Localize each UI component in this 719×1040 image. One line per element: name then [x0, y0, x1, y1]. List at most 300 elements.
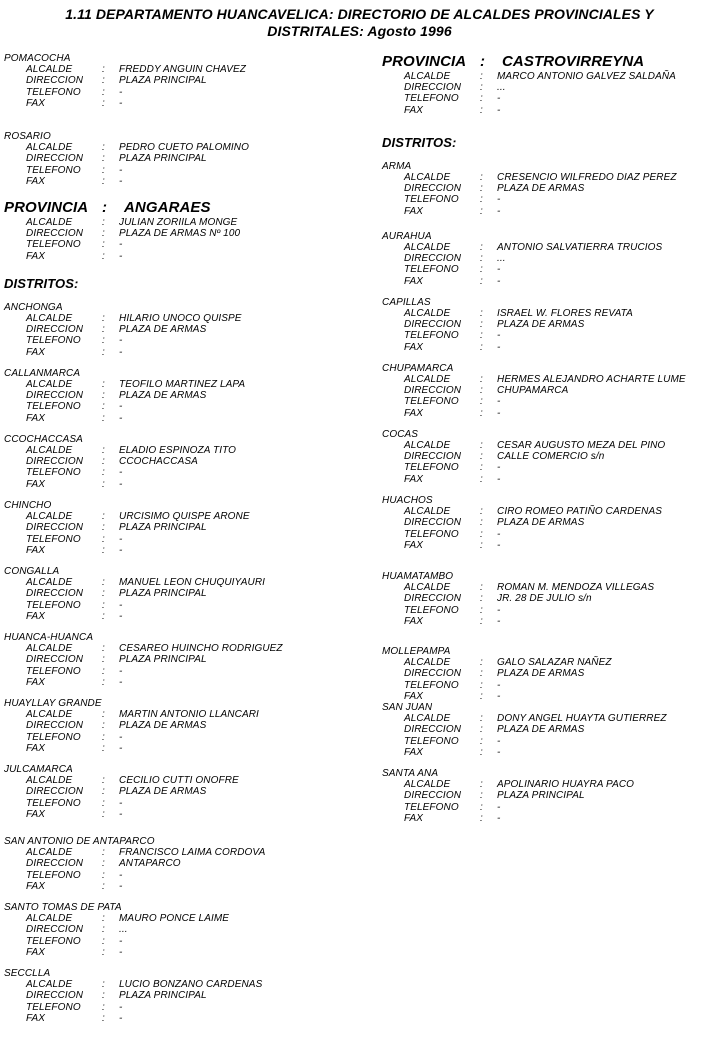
field-label: DIRECCION [404, 790, 462, 802]
district-entry [4, 836, 356, 892]
province-entry [4, 199, 356, 262]
colon: : [480, 451, 483, 463]
field-row-direccion [26, 588, 356, 599]
field-row-direccion [404, 724, 715, 735]
field-row-fax [404, 474, 715, 485]
field-label: FAX [26, 742, 46, 754]
colon: : [102, 577, 105, 589]
colon: : [102, 86, 105, 98]
district-entry [382, 297, 715, 353]
colon: : [480, 242, 483, 254]
district-entry [4, 368, 356, 424]
field-value: CHUPAMARCA [497, 385, 569, 397]
field-row-telefono [404, 605, 715, 616]
field-row-fax [26, 881, 356, 892]
field-label: ALCALDE [404, 242, 451, 254]
colon: : [480, 172, 483, 184]
district-entry [4, 302, 356, 358]
district-name: JULCAMARCA [4, 763, 73, 775]
district-entry [4, 632, 356, 688]
field-label: DIRECCION [404, 82, 462, 94]
field-label: DIRECCION [26, 858, 84, 870]
column-right [382, 53, 715, 834]
field-value: - [119, 869, 123, 881]
district-name: ANCHONGA [4, 301, 63, 313]
province-name: ANGARAES [124, 199, 211, 217]
field-value: PLAZA DE ARMAS [119, 324, 207, 336]
field-value: - [497, 690, 501, 702]
field-label: FAX [26, 880, 46, 892]
field-value: PLAZA PRINCIPAL [497, 790, 585, 802]
district-name: CCOCHACCASA [4, 433, 83, 445]
field-value: ... [497, 253, 506, 265]
district-name: SECCLLA [4, 968, 51, 979]
district-name: ARMA [382, 160, 412, 172]
colon: : [102, 511, 105, 523]
field-label: DIRECCION [26, 456, 84, 468]
field-row-alcalde [26, 313, 356, 324]
district-entry [382, 571, 715, 627]
field-label: ALCALDE [404, 713, 451, 725]
field-row-direccion [26, 75, 356, 86]
colon: : [480, 440, 483, 452]
field-row-alcalde [404, 172, 715, 183]
colon: : [102, 467, 105, 479]
colon: : [480, 264, 483, 276]
field-value: - [119, 610, 123, 622]
field-row-direccion [26, 720, 356, 731]
district-entry [4, 131, 356, 187]
field-row-telefono [26, 401, 356, 412]
colon: : [480, 801, 483, 813]
field-row-telefono [404, 264, 715, 275]
colon: : [480, 205, 483, 217]
field-value: - [119, 86, 123, 98]
field-label: TELEFONO [26, 533, 81, 545]
field-label: FAX [26, 610, 46, 622]
field-value: - [119, 742, 123, 754]
colon: : [102, 313, 105, 325]
colon: : [102, 346, 105, 358]
district-name: HUAMATAMBO [382, 570, 454, 582]
field-value: CCOCHACCASA [119, 456, 198, 468]
field-row-fax [26, 947, 356, 958]
field-label: FAX [404, 275, 424, 287]
colon: : [102, 1001, 105, 1013]
field-value: PLAZA DE ARMAS [497, 517, 585, 529]
field-value: PLAZA DE ARMAS [119, 720, 207, 732]
colon: : [102, 97, 105, 109]
field-value: CALLE COMERCIO s/n [497, 451, 605, 463]
district-name: CALLANMARCA [4, 367, 81, 379]
field-row-alcalde [404, 657, 715, 668]
field-value: - [497, 104, 501, 116]
field-label: FAX [26, 946, 46, 958]
colon: : [102, 588, 105, 600]
field-value: - [119, 1001, 123, 1013]
field-label: DIRECCION [404, 183, 462, 195]
field-value: ISRAEL W. FLORES REVATA [497, 308, 633, 320]
field-label: ALCALDE [26, 913, 73, 925]
field-row-alcalde [26, 142, 356, 153]
field-value: - [497, 735, 501, 747]
field-value: - [119, 731, 123, 743]
field-label: FAX [26, 544, 46, 556]
field-row-fax [404, 408, 715, 419]
colon: : [480, 506, 483, 518]
field-row-direccion [404, 385, 715, 396]
field-row-telefono [26, 732, 356, 743]
colon: : [480, 615, 483, 627]
district-name: AURAHUA [382, 230, 432, 242]
field-label: DIRECCION [26, 390, 84, 402]
field-label: FAX [404, 746, 424, 758]
colon: : [480, 473, 483, 485]
page-title-line1: 1.11 DEPARTAMENTO HUANCAVELICA: DIRECTORIO DE ALCALDES PROVINCIALES Y [65, 6, 654, 22]
field-value: - [497, 330, 501, 342]
field-label: FAX [404, 539, 424, 551]
district-name: HUAYLLAY GRANDE [4, 697, 102, 709]
page-title-line2: DISTRITALES: Agosto 1996 [267, 23, 452, 39]
colon: : [480, 93, 483, 105]
field-row-telefono [26, 239, 356, 250]
field-value: - [497, 275, 501, 287]
field-label: TELEFONO [26, 665, 81, 677]
colon: : [480, 275, 483, 287]
field-row-fax [404, 206, 715, 217]
district-entry [382, 161, 715, 217]
colon: : [102, 610, 105, 622]
field-row-fax [26, 545, 356, 556]
field-label: TELEFONO [26, 599, 81, 611]
field-row-direccion [26, 654, 356, 665]
colon: : [480, 462, 483, 474]
field-row-telefono [404, 93, 715, 104]
colon: : [480, 396, 483, 408]
field-row-direccion [26, 522, 356, 533]
field-row-fax [26, 413, 356, 424]
colon: : [102, 335, 105, 347]
field-label: DIRECCION [404, 517, 462, 529]
colon: : [480, 539, 483, 551]
field-row-direccion [404, 319, 715, 330]
field-label: ALCALDE [26, 445, 73, 457]
field-label: DIRECCION [404, 253, 462, 265]
district-name: CAPILLAS [382, 296, 431, 308]
field-row-fax [26, 743, 356, 754]
field-value: - [497, 801, 501, 813]
colon: : [480, 82, 483, 94]
colon: : [480, 53, 486, 70]
district-entry [382, 768, 715, 824]
colon: : [102, 742, 105, 754]
district-entry [382, 429, 715, 485]
field-label: DIRECCION [404, 724, 462, 736]
field-value: - [497, 407, 501, 419]
district-entry [382, 702, 715, 758]
colon: : [102, 786, 105, 798]
field-value: MARTIN ANTONIO LLANCARI [119, 709, 259, 721]
field-row-alcalde [26, 379, 356, 390]
field-label: DIRECCION [26, 924, 84, 936]
colon: : [102, 544, 105, 556]
field-label: DIRECCION [26, 75, 84, 87]
field-value: JULIAN ZORIILA MONGE [119, 217, 238, 229]
field-value: - [119, 346, 123, 358]
field-label: TELEFONO [404, 462, 459, 474]
field-label: FAX [404, 341, 424, 353]
district-entry [382, 495, 715, 551]
field-row-direccion [404, 82, 715, 93]
field-row-fax [26, 176, 356, 187]
colon: : [102, 379, 105, 391]
field-value: - [119, 175, 123, 187]
district-name: SANTA ANA [382, 767, 439, 779]
district-name: POMACOCHA [4, 53, 71, 64]
field-value: PLAZA PRINCIPAL [119, 588, 207, 600]
field-label: ALCALDE [26, 511, 73, 523]
district-entry [4, 902, 356, 958]
field-value: MANUEL LEON CHUQUIYAURI [119, 577, 266, 589]
field-row-fax [404, 813, 715, 824]
district-name: CONGALLA [4, 565, 60, 577]
field-label: DIRECCION [404, 385, 462, 397]
field-row-telefono [404, 462, 715, 473]
field-row-direccion [26, 456, 356, 467]
field-row-telefono [26, 335, 356, 346]
field-label: TELEFONO [26, 239, 81, 251]
field-row-telefono [26, 936, 356, 947]
field-row-alcalde [404, 582, 715, 593]
field-value: URCISIMO QUISPE ARONE [119, 511, 250, 523]
field-value: PLAZA DE ARMAS Nº 100 [119, 228, 241, 240]
field-row-direccion [26, 990, 356, 1001]
field-row-telefono [26, 870, 356, 881]
province-label: PROVINCIA [382, 53, 467, 70]
field-label: FAX [26, 175, 46, 187]
field-row-fax [404, 276, 715, 287]
field-label: TELEFONO [26, 86, 81, 98]
field-label: FAX [404, 812, 424, 824]
colon: : [480, 790, 483, 802]
field-row-alcalde [26, 847, 356, 858]
field-row-telefono [404, 529, 715, 540]
field-value: - [119, 880, 123, 892]
district-entry [382, 646, 715, 702]
field-value: CIRO ROMEO PATIÑO CARDENAS [497, 506, 663, 518]
field-label: ALCALDE [26, 775, 73, 787]
field-row-telefono [26, 600, 356, 611]
field-label: TELEFONO [26, 869, 81, 881]
field-label: FAX [404, 205, 424, 217]
district-entry [4, 500, 356, 556]
district-name: SAN ANTONIO DE ANTAPARCO [4, 835, 155, 847]
field-row-telefono [404, 680, 715, 691]
colon: : [480, 593, 483, 605]
colon: : [102, 775, 105, 787]
field-value: PLAZA DE ARMAS [497, 319, 585, 331]
field-row-direccion [26, 858, 356, 869]
district-entry [382, 363, 715, 419]
district-name: HUACHOS [382, 494, 433, 506]
district-entry [4, 968, 356, 1024]
distritos-heading: DISTRITOS: [4, 275, 79, 291]
field-row-direccion [404, 517, 715, 528]
field-row-telefono [404, 330, 715, 341]
field-row-alcalde [404, 308, 715, 319]
field-value: PLAZA PRINCIPAL [119, 75, 207, 87]
field-label: TELEFONO [404, 528, 459, 540]
field-value: FRANCISCO LAIMA CORDOVA [119, 847, 266, 859]
colon: : [480, 517, 483, 529]
district-entry [4, 698, 356, 754]
field-label: DIRECCION [26, 324, 84, 336]
field-label: ALCALDE [26, 379, 73, 391]
colon: : [480, 104, 483, 116]
province-label: PROVINCIA [4, 199, 89, 217]
colon: : [102, 401, 105, 413]
field-row-telefono [26, 534, 356, 545]
field-label: ALCALDE [404, 374, 451, 386]
colon: : [480, 407, 483, 419]
field-label: TELEFONO [404, 801, 459, 813]
district-name: CHUPAMARCA [382, 362, 454, 374]
field-value: PLAZA DE ARMAS [497, 183, 585, 195]
field-label: TELEFONO [26, 731, 81, 743]
field-row-alcalde [26, 445, 356, 456]
colon: : [102, 935, 105, 947]
field-value: ELADIO ESPINOZA TITO [119, 445, 237, 457]
district-entry [382, 231, 715, 287]
field-value: MARCO ANTONIO GALVEZ SALDAÑA [497, 71, 676, 82]
field-label: TELEFONO [26, 335, 81, 347]
field-row-direccion [404, 451, 715, 462]
field-row-fax [404, 691, 715, 702]
field-value: - [119, 250, 123, 262]
field-row-fax [404, 747, 715, 758]
field-row-alcalde [26, 643, 356, 654]
field-row-telefono [26, 666, 356, 677]
field-value: - [119, 676, 123, 688]
field-value: - [119, 599, 123, 611]
district-name: SAN JUAN [382, 701, 433, 713]
field-row-alcalde [26, 913, 356, 924]
field-row-direccion [404, 593, 715, 604]
colon: : [102, 1012, 105, 1024]
field-value: TEOFILO MARTINEZ LAPA [119, 379, 246, 391]
field-value: PLAZA PRINCIPAL [119, 522, 207, 534]
field-value: - [497, 812, 501, 824]
colon: : [102, 445, 105, 457]
field-label: TELEFONO [404, 264, 459, 276]
colon: : [102, 478, 105, 490]
colon: : [102, 808, 105, 820]
field-value: ... [119, 924, 128, 936]
colon: : [102, 676, 105, 688]
field-label: DIRECCION [26, 990, 84, 1002]
colon: : [102, 643, 105, 655]
field-value: CRESENCIO WILFREDO DIAZ PEREZ [497, 172, 677, 184]
field-value: MAURO PONCE LAIME [119, 913, 230, 925]
field-value: - [497, 93, 501, 105]
field-label: ALCALDE [404, 506, 451, 518]
field-value: PLAZA DE ARMAS [119, 390, 207, 402]
field-label: ALCALDE [404, 308, 451, 320]
colon: : [480, 746, 483, 758]
field-label: ALCALDE [404, 440, 451, 452]
field-value: - [119, 665, 123, 677]
field-value: HILARIO UNOCO QUISPE [119, 313, 242, 325]
field-row-alcalde [26, 577, 356, 588]
colon: : [102, 797, 105, 809]
field-value: - [119, 412, 123, 424]
field-label: ALCALDE [26, 847, 73, 859]
field-row-alcalde [26, 775, 356, 786]
field-row-alcalde [26, 709, 356, 720]
field-row-telefono [404, 802, 715, 813]
field-value: CESAR AUGUSTO MEZA DEL PINO [497, 440, 666, 452]
province-heading [382, 53, 715, 70]
field-label: TELEFONO [404, 93, 459, 105]
field-label: TELEFONO [26, 797, 81, 809]
field-label: DIRECCION [26, 720, 84, 732]
field-label: ALCALDE [404, 582, 451, 594]
field-value: - [497, 194, 501, 206]
field-label: FAX [404, 407, 424, 419]
field-label: FAX [26, 676, 46, 688]
field-value: - [497, 462, 501, 474]
colon: : [480, 657, 483, 669]
field-label: FAX [26, 478, 46, 490]
field-label: ALCALDE [404, 657, 451, 669]
field-label: ALCALDE [26, 577, 73, 589]
field-row-alcalde [404, 242, 715, 253]
field-value: - [119, 544, 123, 556]
field-row-alcalde [404, 71, 715, 82]
colon: : [102, 946, 105, 958]
field-row-direccion [26, 390, 356, 401]
field-value: PEDRO CUETO PALOMINO [119, 142, 249, 154]
field-label: FAX [26, 808, 46, 820]
colon: : [102, 217, 105, 229]
colon: : [102, 412, 105, 424]
field-label: ALCALDE [404, 71, 451, 82]
colon: : [480, 713, 483, 725]
field-row-fax [404, 616, 715, 627]
field-value: HERMES ALEJANDRO ACHARTE LUME [497, 374, 686, 386]
field-row-fax [26, 251, 356, 262]
district-name: CHINCHO [4, 499, 52, 511]
field-value: ... [497, 82, 506, 94]
field-row-direccion [404, 183, 715, 194]
colon: : [102, 164, 105, 176]
colon: : [102, 175, 105, 187]
colon: : [102, 731, 105, 743]
field-row-fax [404, 540, 715, 551]
field-label: TELEFONO [26, 401, 81, 413]
district-entry [4, 566, 356, 622]
field-label: TELEFONO [404, 604, 459, 616]
field-row-alcalde [26, 64, 356, 75]
colon: : [102, 250, 105, 262]
field-value: PLAZA PRINCIPAL [119, 990, 207, 1002]
field-label: ALCALDE [26, 643, 73, 655]
field-value: - [119, 478, 123, 490]
field-row-fax [26, 677, 356, 688]
field-row-fax [26, 347, 356, 358]
field-row-fax [26, 611, 356, 622]
field-label: FAX [404, 104, 424, 116]
